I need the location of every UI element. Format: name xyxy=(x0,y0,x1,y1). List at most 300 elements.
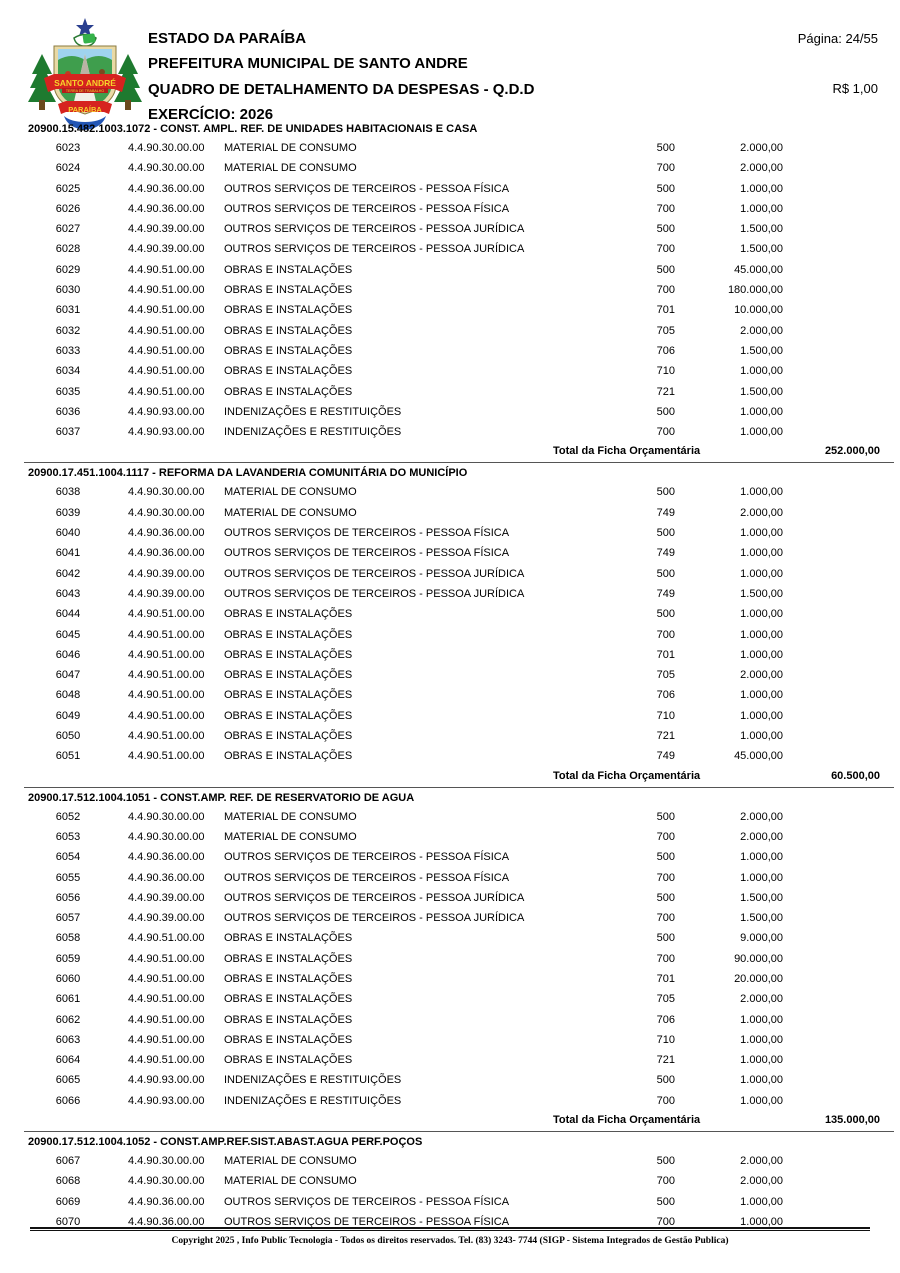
row-value: 180.000,00 xyxy=(727,284,783,297)
row-ficha-number: 6026 xyxy=(55,202,81,215)
row-description: OBRAS E INSTALAÇÕES xyxy=(224,263,353,276)
row-value: 1.000,00 xyxy=(740,202,783,215)
row-expense-code: 4.4.90.51.00.00 xyxy=(128,1054,205,1067)
row-ficha-number: 6029 xyxy=(55,263,81,276)
row-value: 2.000,00 xyxy=(740,830,783,843)
budget-row xyxy=(0,1050,900,1070)
row-value: 2.000,00 xyxy=(740,506,783,519)
section-title: 20900.15.482.1003.1072 - CONST. AMPL. REF. DE UNIDADES HABITACIONAIS E CASA xyxy=(28,123,478,135)
budget-row xyxy=(0,321,900,341)
row-description: OUTROS SERVIÇOS DE TERCEIROS - PESSOA JURÍDICA xyxy=(224,223,525,236)
budget-row xyxy=(0,604,900,624)
row-value: 45.000,00 xyxy=(734,750,783,763)
row-fonte: 700 xyxy=(656,628,675,641)
row-fonte: 749 xyxy=(656,750,675,763)
section-rows xyxy=(0,1151,900,1232)
row-fonte: 500 xyxy=(656,223,675,236)
row-description: MATERIAL DE CONSUMO xyxy=(224,810,357,823)
row-expense-code: 4.4.90.51.00.00 xyxy=(128,324,205,337)
budget-row xyxy=(0,158,900,178)
row-description: OBRAS E INSTALAÇÕES xyxy=(224,385,353,398)
row-description: OBRAS E INSTALAÇÕES xyxy=(224,730,353,743)
row-value: 1.000,00 xyxy=(740,1215,783,1228)
row-fonte: 500 xyxy=(656,1155,675,1168)
row-value: 2.000,00 xyxy=(740,162,783,175)
row-ficha-number: 6069 xyxy=(55,1195,81,1208)
row-ficha-number: 6054 xyxy=(55,851,81,864)
row-expense-code: 4.4.90.39.00.00 xyxy=(128,587,205,600)
page-number: Página: 24/55 xyxy=(797,31,878,46)
row-value: 1.000,00 xyxy=(740,648,783,661)
row-ficha-number: 6046 xyxy=(55,648,81,661)
row-value: 1.000,00 xyxy=(740,628,783,641)
row-ficha-number: 6045 xyxy=(55,628,81,641)
row-ficha-number: 6038 xyxy=(55,486,81,499)
row-fonte: 500 xyxy=(656,810,675,823)
row-description: MATERIAL DE CONSUMO xyxy=(224,1155,357,1168)
budget-row xyxy=(0,908,900,928)
row-fonte: 500 xyxy=(656,1074,675,1087)
row-value: 1.000,00 xyxy=(740,1195,783,1208)
section-total-value: 60.500,00 xyxy=(831,769,880,782)
budget-row xyxy=(0,1070,900,1090)
row-expense-code: 4.4.90.51.00.00 xyxy=(128,952,205,965)
section-title: 20900.17.451.1004.1117 - REFORMA DA LAVANDERIA COMUNITÁRIA DO MUNICÍPIO xyxy=(28,467,468,480)
row-ficha-number: 6033 xyxy=(55,344,81,357)
row-value: 1.500,00 xyxy=(740,891,783,904)
row-fonte: 700 xyxy=(656,284,675,297)
row-fonte: 500 xyxy=(656,567,675,580)
row-ficha-number: 6036 xyxy=(55,405,81,418)
org-name: PREFEITURA MUNICIPAL DE SANTO ANDRE xyxy=(148,55,468,73)
row-ficha-number: 6023 xyxy=(55,142,81,154)
row-description: OUTROS SERVIÇOS DE TERCEIROS - PESSOA JURÍDICA xyxy=(224,243,525,256)
row-expense-code: 4.4.90.30.00.00 xyxy=(128,142,205,154)
section-title: 20900.17.512.1004.1051 - CONST.AMP. REF. DE RESERVATORIO DE AGUA xyxy=(28,791,415,804)
budget-row xyxy=(0,239,900,259)
budget-row xyxy=(0,584,900,604)
budget-row xyxy=(0,807,900,827)
row-expense-code: 4.4.90.51.00.00 xyxy=(128,709,205,722)
budget-row xyxy=(0,989,900,1009)
logo-banner-text: SANTO ANDRÉ xyxy=(54,78,116,88)
row-description: OBRAS E INSTALAÇÕES xyxy=(224,1054,353,1067)
budget-section xyxy=(0,1134,900,1232)
budget-row xyxy=(0,827,900,847)
row-fonte: 700 xyxy=(656,243,675,256)
footer-divider xyxy=(30,1227,870,1231)
row-value: 1.000,00 xyxy=(740,1013,783,1026)
row-description: OUTROS SERVIÇOS DE TERCEIROS - PESSOA FÍSICA xyxy=(224,1195,510,1208)
row-fonte: 500 xyxy=(656,891,675,904)
row-expense-code: 4.4.90.39.00.00 xyxy=(128,243,205,256)
row-expense-code: 4.4.90.51.00.00 xyxy=(128,932,205,945)
budget-row xyxy=(0,422,900,442)
row-description: OUTROS SERVIÇOS DE TERCEIROS - PESSOA FÍSICA xyxy=(224,547,510,560)
row-value: 10.000,00 xyxy=(734,304,783,317)
row-ficha-number: 6041 xyxy=(55,547,81,560)
row-description: INDENIZAÇÕES E RESTITUIÇÕES xyxy=(224,426,402,439)
row-description: INDENIZAÇÕES E RESTITUIÇÕES xyxy=(224,1074,402,1087)
row-value: 2.000,00 xyxy=(740,142,783,154)
budget-row xyxy=(0,523,900,543)
row-ficha-number: 6065 xyxy=(55,1074,81,1087)
row-fonte: 500 xyxy=(656,608,675,621)
report-title: QUADRO DE DETALHAMENTO DA DESPESAS - Q.D.D xyxy=(148,80,535,98)
row-expense-code: 4.4.90.30.00.00 xyxy=(128,1175,205,1188)
row-expense-code: 4.4.90.36.00.00 xyxy=(128,182,205,195)
row-expense-code: 4.4.90.39.00.00 xyxy=(128,912,205,925)
row-fonte: 706 xyxy=(656,1013,675,1026)
row-description: OUTROS SERVIÇOS DE TERCEIROS - PESSOA FÍSICA xyxy=(224,851,510,864)
row-ficha-number: 6057 xyxy=(55,912,81,925)
row-fonte: 500 xyxy=(656,851,675,864)
row-ficha-number: 6030 xyxy=(55,284,81,297)
row-fonte: 500 xyxy=(656,182,675,195)
row-fonte: 749 xyxy=(656,547,675,560)
row-value: 1.500,00 xyxy=(740,223,783,236)
row-value: 2.000,00 xyxy=(740,669,783,682)
section-total-label: Total da Ficha Orçamentária xyxy=(553,445,701,458)
row-description: OBRAS E INSTALAÇÕES xyxy=(224,628,353,641)
row-ficha-number: 6061 xyxy=(55,993,81,1006)
budget-row xyxy=(0,645,900,665)
row-fonte: 701 xyxy=(656,648,675,661)
row-expense-code: 4.4.90.36.00.00 xyxy=(128,871,205,884)
row-ficha-number: 6051 xyxy=(55,750,81,763)
row-value: 2.000,00 xyxy=(740,810,783,823)
budget-row xyxy=(0,928,900,948)
budget-section xyxy=(0,465,900,787)
row-description: INDENIZAÇÕES E RESTITUIÇÕES xyxy=(224,1094,402,1107)
row-description: OBRAS E INSTALAÇÕES xyxy=(224,952,353,965)
budget-row xyxy=(0,260,900,280)
budget-section xyxy=(0,790,900,1132)
row-expense-code: 4.4.90.93.00.00 xyxy=(128,426,205,439)
row-fonte: 700 xyxy=(656,1094,675,1107)
row-value: 1.000,00 xyxy=(740,730,783,743)
org-state: ESTADO DA PARAÍBA xyxy=(148,30,307,47)
row-expense-code: 4.4.90.51.00.00 xyxy=(128,1013,205,1026)
row-value: 1.000,00 xyxy=(740,709,783,722)
row-value: 1.000,00 xyxy=(740,871,783,884)
budget-row xyxy=(0,503,900,523)
row-fonte: 705 xyxy=(656,324,675,337)
logo-ribbon-text: PARAÍBA xyxy=(68,105,102,114)
row-fonte: 700 xyxy=(656,202,675,215)
budget-row xyxy=(0,1091,900,1111)
row-value: 1.000,00 xyxy=(740,1094,783,1107)
budget-row xyxy=(0,1171,900,1191)
row-value: 1.000,00 xyxy=(740,1054,783,1067)
row-value: 20.000,00 xyxy=(734,972,783,985)
row-description: OUTROS SERVIÇOS DE TERCEIROS - PESSOA FÍSICA xyxy=(224,527,510,540)
budget-row xyxy=(0,726,900,746)
row-value: 1.000,00 xyxy=(740,426,783,439)
budget-row xyxy=(0,625,900,645)
budget-row xyxy=(0,199,900,219)
row-ficha-number: 6032 xyxy=(55,324,81,337)
row-fonte: 700 xyxy=(656,426,675,439)
row-expense-code: 4.4.90.51.00.00 xyxy=(128,263,205,276)
budget-row xyxy=(0,300,900,320)
budget-section xyxy=(0,121,900,463)
budget-row xyxy=(0,402,900,422)
row-description: OUTROS SERVIÇOS DE TERCEIROS - PESSOA FÍSICA xyxy=(224,871,510,884)
row-value: 1.000,00 xyxy=(740,182,783,195)
budget-row xyxy=(0,746,900,766)
row-expense-code: 4.4.90.51.00.00 xyxy=(128,669,205,682)
budget-row xyxy=(0,1192,900,1212)
row-ficha-number: 6031 xyxy=(55,304,81,317)
row-expense-code: 4.4.90.36.00.00 xyxy=(128,1195,205,1208)
row-description: MATERIAL DE CONSUMO xyxy=(224,506,357,519)
row-fonte: 721 xyxy=(656,1054,675,1067)
row-expense-code: 4.4.90.39.00.00 xyxy=(128,891,205,904)
row-value: 1.000,00 xyxy=(740,365,783,378)
row-ficha-number: 6049 xyxy=(55,709,81,722)
row-fonte: 500 xyxy=(656,486,675,499)
section-rows xyxy=(0,482,900,766)
row-fonte: 500 xyxy=(656,263,675,276)
budget-row xyxy=(0,1010,900,1030)
row-value: 1.000,00 xyxy=(740,567,783,580)
row-ficha-number: 6024 xyxy=(55,162,81,175)
row-ficha-number: 6068 xyxy=(55,1175,81,1188)
row-fonte: 700 xyxy=(656,162,675,175)
row-expense-code: 4.4.90.51.00.00 xyxy=(128,730,205,743)
row-expense-code: 4.4.90.51.00.00 xyxy=(128,993,205,1006)
row-description: MATERIAL DE CONSUMO xyxy=(224,142,357,154)
row-value: 2.000,00 xyxy=(740,324,783,337)
section-divider xyxy=(24,787,894,788)
row-ficha-number: 6044 xyxy=(55,608,81,621)
row-fonte: 721 xyxy=(656,385,675,398)
row-description: OBRAS E INSTALAÇÕES xyxy=(224,344,353,357)
row-expense-code: 4.4.90.39.00.00 xyxy=(128,567,205,580)
report-header xyxy=(148,26,534,127)
row-value: 1.000,00 xyxy=(740,851,783,864)
budget-table xyxy=(0,121,900,1232)
row-description: OUTROS SERVIÇOS DE TERCEIROS - PESSOA JURÍDICA xyxy=(224,891,525,904)
budget-row xyxy=(0,543,900,563)
row-description: OUTROS SERVIÇOS DE TERCEIROS - PESSOA JURÍDICA xyxy=(224,912,525,925)
row-ficha-number: 6055 xyxy=(55,871,81,884)
section-total-row xyxy=(0,442,900,461)
budget-row xyxy=(0,888,900,908)
row-expense-code: 4.4.90.30.00.00 xyxy=(128,830,205,843)
budget-row xyxy=(0,382,900,402)
row-description: OBRAS E INSTALAÇÕES xyxy=(224,1013,353,1026)
row-value: 2.000,00 xyxy=(740,1175,783,1188)
budget-row xyxy=(0,138,900,158)
budget-row xyxy=(0,564,900,584)
row-description: INDENIZAÇÕES E RESTITUIÇÕES xyxy=(224,405,402,418)
row-expense-code: 4.4.90.51.00.00 xyxy=(128,750,205,763)
row-expense-code: 4.4.90.36.00.00 xyxy=(128,547,205,560)
row-value: 1.000,00 xyxy=(740,547,783,560)
section-divider xyxy=(24,462,894,463)
row-fonte: 700 xyxy=(656,952,675,965)
row-description: OBRAS E INSTALAÇÕES xyxy=(224,648,353,661)
row-value: 1.000,00 xyxy=(740,405,783,418)
row-description: OUTROS SERVIÇOS DE TERCEIROS - PESSOA JURÍDICA xyxy=(224,567,525,580)
row-ficha-number: 6062 xyxy=(55,1013,81,1026)
row-ficha-number: 6048 xyxy=(55,689,81,702)
section-total-row xyxy=(0,1111,900,1130)
row-fonte: 721 xyxy=(656,730,675,743)
section-total-value: 252.000,00 xyxy=(824,445,880,458)
row-description: OBRAS E INSTALAÇÕES xyxy=(224,993,353,1006)
row-value: 1.000,00 xyxy=(740,1074,783,1087)
row-description: MATERIAL DE CONSUMO xyxy=(224,162,357,175)
row-ficha-number: 6027 xyxy=(55,223,81,236)
row-fonte: 706 xyxy=(656,689,675,702)
row-expense-code: 4.4.90.51.00.00 xyxy=(128,972,205,985)
row-value: 2.000,00 xyxy=(740,993,783,1006)
row-value: 2.000,00 xyxy=(740,1155,783,1168)
section-rows xyxy=(0,138,900,442)
row-description: OBRAS E INSTALAÇÕES xyxy=(224,669,353,682)
row-expense-code: 4.4.90.51.00.00 xyxy=(128,365,205,378)
row-fonte: 500 xyxy=(656,527,675,540)
row-ficha-number: 6060 xyxy=(55,972,81,985)
section-total-value: 135.000,00 xyxy=(824,1114,880,1127)
row-fonte: 700 xyxy=(656,912,675,925)
section-divider xyxy=(24,1131,894,1132)
row-expense-code: 4.4.90.51.00.00 xyxy=(128,304,205,317)
row-fonte: 500 xyxy=(656,1195,675,1208)
row-expense-code: 4.4.90.51.00.00 xyxy=(128,1033,205,1046)
report-exercise: EXERCÍCIO: 2026 xyxy=(148,105,274,123)
row-ficha-number: 6040 xyxy=(55,527,81,540)
row-value: 1.000,00 xyxy=(740,689,783,702)
svg-text:TERRA DE TRABALHO: TERRA DE TRABALHO xyxy=(65,89,105,94)
budget-row xyxy=(0,969,900,989)
row-fonte: 701 xyxy=(656,304,675,317)
row-fonte: 500 xyxy=(656,405,675,418)
row-description: OBRAS E INSTALAÇÕES xyxy=(224,1033,353,1046)
currency-unit: R$ 1,00 xyxy=(832,81,878,96)
row-expense-code: 4.4.90.36.00.00 xyxy=(128,1215,205,1228)
budget-row xyxy=(0,1030,900,1050)
budget-row xyxy=(0,280,900,300)
row-fonte: 700 xyxy=(656,1215,675,1228)
row-fonte: 705 xyxy=(656,993,675,1006)
row-ficha-number: 6052 xyxy=(55,810,81,823)
row-value: 1.000,00 xyxy=(740,1033,783,1046)
row-fonte: 749 xyxy=(656,506,675,519)
row-description: OBRAS E INSTALAÇÕES xyxy=(224,304,353,317)
row-expense-code: 4.4.90.51.00.00 xyxy=(128,628,205,641)
footer-copyright: Copyright 2025 , Info Public Tecnologia - Todos os direitos reservados. Tel. (83) 3243- 7744 (SIGP - Sistema Integrados de Gestão Publica) xyxy=(171,1236,729,1246)
row-expense-code: 4.4.90.51.00.00 xyxy=(128,284,205,297)
row-description: OBRAS E INSTALAÇÕES xyxy=(224,932,353,945)
row-description: MATERIAL DE CONSUMO xyxy=(224,486,357,499)
row-ficha-number: 6070 xyxy=(55,1215,81,1228)
row-ficha-number: 6035 xyxy=(55,385,81,398)
row-ficha-number: 6063 xyxy=(55,1033,81,1046)
budget-row xyxy=(0,706,900,726)
row-value: 45.000,00 xyxy=(734,263,783,276)
row-fonte: 706 xyxy=(656,344,675,357)
row-expense-code: 4.4.90.93.00.00 xyxy=(128,405,205,418)
row-value: 90.000,00 xyxy=(734,952,783,965)
row-expense-code: 4.4.90.51.00.00 xyxy=(128,648,205,661)
row-fonte: 749 xyxy=(656,587,675,600)
coat-of-arms-logo xyxy=(28,16,142,132)
section-total-label: Total da Ficha Orçamentária xyxy=(553,769,701,782)
row-ficha-number: 6047 xyxy=(55,669,81,682)
row-expense-code: 4.4.90.51.00.00 xyxy=(128,608,205,621)
row-value: 1.500,00 xyxy=(740,385,783,398)
row-fonte: 701 xyxy=(656,972,675,985)
row-fonte: 700 xyxy=(656,1175,675,1188)
row-expense-code: 4.4.90.51.00.00 xyxy=(128,385,205,398)
row-description: MATERIAL DE CONSUMO xyxy=(224,1175,357,1188)
row-fonte: 500 xyxy=(656,932,675,945)
row-value: 1.000,00 xyxy=(740,608,783,621)
budget-row xyxy=(0,847,900,867)
row-ficha-number: 6066 xyxy=(55,1094,81,1107)
budget-row xyxy=(0,482,900,502)
row-expense-code: 4.4.90.30.00.00 xyxy=(128,1155,205,1168)
row-fonte: 700 xyxy=(656,830,675,843)
budget-row xyxy=(0,219,900,239)
row-ficha-number: 6067 xyxy=(55,1155,81,1168)
coat-of-arms-icon xyxy=(28,16,142,132)
section-rows xyxy=(0,807,900,1111)
row-description: OBRAS E INSTALAÇÕES xyxy=(224,750,353,763)
row-ficha-number: 6059 xyxy=(55,952,81,965)
row-ficha-number: 6053 xyxy=(55,830,81,843)
row-expense-code: 4.4.90.36.00.00 xyxy=(128,527,205,540)
row-ficha-number: 6043 xyxy=(55,587,81,600)
row-value: 1.500,00 xyxy=(740,243,783,256)
row-expense-code: 4.4.90.30.00.00 xyxy=(128,810,205,823)
row-expense-code: 4.4.90.51.00.00 xyxy=(128,689,205,702)
section-title: 20900.17.512.1004.1052 - CONST.AMP.REF.SIST.ABAST.AGUA PERF.POÇOS xyxy=(28,1136,423,1149)
row-expense-code: 4.4.90.93.00.00 xyxy=(128,1074,205,1087)
row-ficha-number: 6058 xyxy=(55,932,81,945)
row-ficha-number: 6028 xyxy=(55,243,81,256)
row-value: 1.000,00 xyxy=(740,527,783,540)
row-expense-code: 4.4.90.36.00.00 xyxy=(128,851,205,864)
budget-row xyxy=(0,179,900,199)
row-fonte: 710 xyxy=(656,709,675,722)
budget-row xyxy=(0,1151,900,1171)
section-total-label: Total da Ficha Orçamentária xyxy=(553,1114,701,1127)
row-ficha-number: 6042 xyxy=(55,567,81,580)
row-description: OBRAS E INSTALAÇÕES xyxy=(224,365,353,378)
row-value: 9.000,00 xyxy=(740,932,783,945)
budget-row xyxy=(0,361,900,381)
row-description: OUTROS SERVIÇOS DE TERCEIROS - PESSOA FÍSICA xyxy=(224,182,510,195)
row-description: OUTROS SERVIÇOS DE TERCEIROS - PESSOA JURÍDICA xyxy=(224,587,525,600)
budget-row xyxy=(0,685,900,705)
row-description: OUTROS SERVIÇOS DE TERCEIROS - PESSOA FÍSICA xyxy=(224,1215,510,1228)
row-expense-code: 4.4.90.30.00.00 xyxy=(128,506,205,519)
row-description: OUTROS SERVIÇOS DE TERCEIROS - PESSOA FÍSICA xyxy=(224,202,510,215)
row-value: 1.000,00 xyxy=(740,486,783,499)
row-expense-code: 4.4.90.36.00.00 xyxy=(128,202,205,215)
row-expense-code: 4.4.90.93.00.00 xyxy=(128,1094,205,1107)
row-ficha-number: 6037 xyxy=(55,426,81,439)
row-ficha-number: 6039 xyxy=(55,506,81,519)
row-description: OBRAS E INSTALAÇÕES xyxy=(224,608,353,621)
row-fonte: 500 xyxy=(656,142,675,154)
budget-row xyxy=(0,665,900,685)
